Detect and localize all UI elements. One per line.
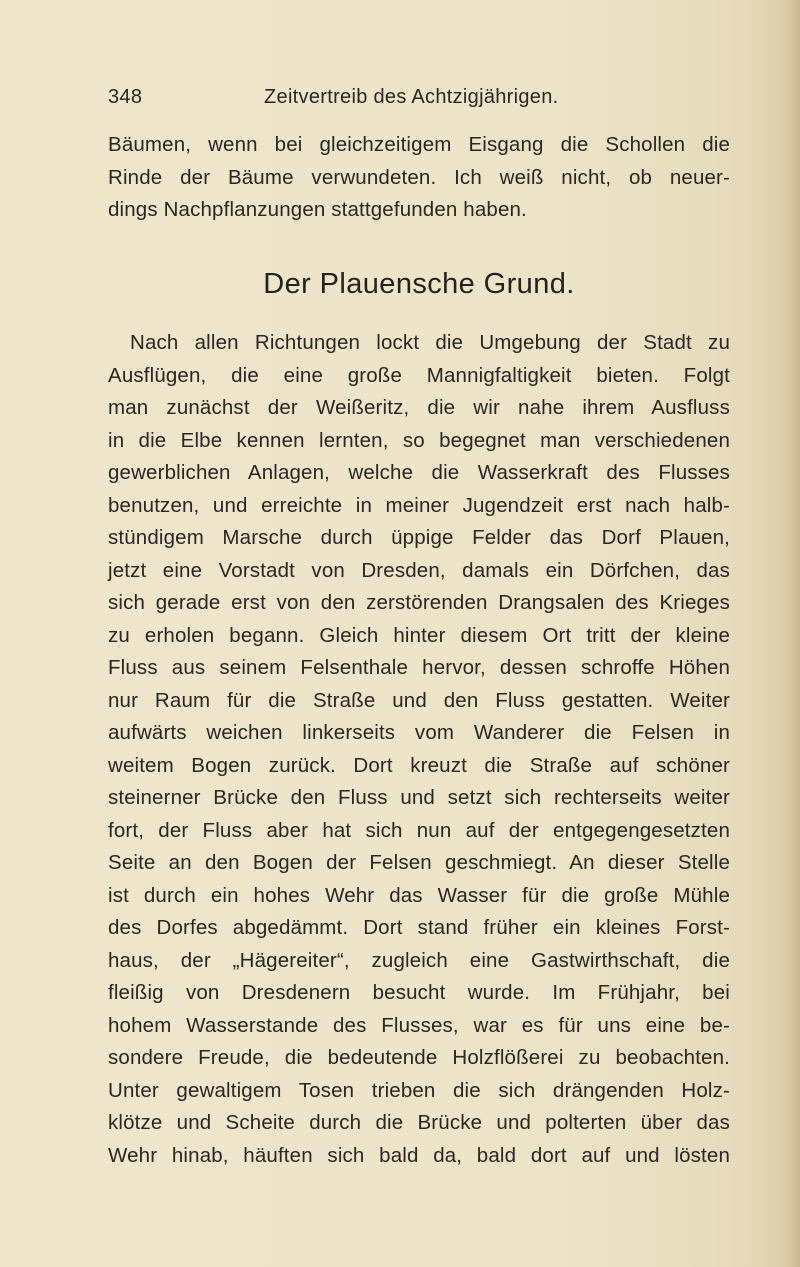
text-line: benutzen, und erreichte in meiner Jugendzeit erst nach halb- [108,493,730,517]
text-line: gewerblichen Anlagen, welche die Wasserkraft des Flusses [108,461,730,484]
text-line: jetzt eine Vorstadt von Dresden, damals ein Dörfchen, das [108,558,730,582]
text-line: fleißig von Dresdenern besucht wurde. Im Frühjahr, bei [108,981,730,1004]
text-line: des Dorfes abgedämmt. Dort stand früher ein kleines Forst- [108,916,730,939]
text-line: weitem Bogen zurück. Dort kreuzt die Straße auf schöner [108,753,730,777]
text-line: fort, der Fluss aber hat sich nun auf der entgegengesetzten [108,818,730,842]
text-line: Ausflügen, die eine große Mannigfaltigkeit bieten. Folgt [108,363,730,387]
text-line: hohem Wasserstande des Flusses, war es für uns eine be- [108,1013,730,1037]
text-line: klötze und Scheite durch die Brücke und polterten über das [108,1111,730,1134]
text-line: dings Nachpflanzungen stattgefunden haben. [108,198,527,221]
page-edge-shadow [786,0,800,1267]
text-line: steinerner Brücke den Fluss und setzt sich rechterseits weiter [108,786,730,809]
page-number: 348 [108,86,143,108]
running-title: Zeitvertreib des Achtzigjährigen. [264,86,559,108]
text-line: Rinde der Bäume verwundeten. Ich weiß nicht, ob neuer- [108,165,730,189]
text-line: zu erholen begann. Gleich hinter diesem Ort tritt der kleine [108,623,730,647]
intro-paragraph [108,129,730,227]
text-line: man zunächst der Weißeritz, die wir nahe ihrem Ausfluss [108,396,730,419]
text-line: sich gerade erst von den zerstörenden Drangsalen des Krieges [108,591,730,614]
text-line: in die Elbe kennen lernten, so begegnet man verschiedenen [108,428,730,452]
text-line: Unter gewaltigem Tosen trieben die sich drängenden Holz- [108,1078,730,1102]
text-line: Nach allen Richtungen lockt die Umgebung der Stadt zu [130,331,730,354]
text-line: Wehr hinab, häuften sich bald da, bald dort auf und lösten [108,1143,730,1167]
section-title: Der Plauensche Grund. [263,268,575,300]
text-line: haus, der „Hägereiter“, zugleich eine Gastwirthschaft, die [108,948,730,972]
text-line: Fluss aus seinem Felsenthale hervor, dessen schroffe Höhen [108,656,730,679]
body-paragraph [108,327,730,1172]
text-line: aufwärts weichen linkerseits vom Wanderer die Felsen in [108,721,730,744]
text-line: sondere Freude, die bedeutende Holzflößerei zu beobachten. [108,1046,730,1069]
text-line: Bäumen, wenn bei gleichzeitigem Eisgang die Schollen die [108,133,730,156]
text-line: ist durch ein hohes Wehr das Wasser für die große Mühle [108,883,730,907]
text-line: Seite an den Bogen der Felsen geschmiegt. An dieser Stelle [108,851,730,874]
text-line: nur Raum für die Straße und den Fluss gestatten. Weiter [108,688,730,712]
page-header [108,86,728,116]
text-line: stündigem Marsche durch üppige Felder das Dorf Plauen, [108,526,730,549]
